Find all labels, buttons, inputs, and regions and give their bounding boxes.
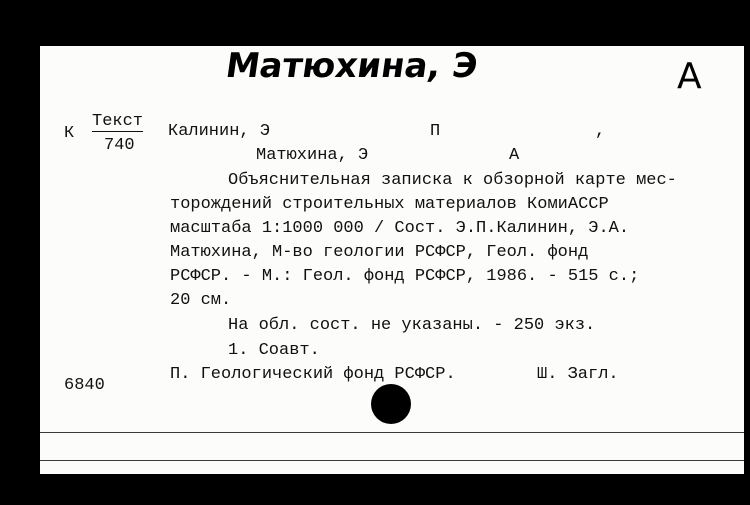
author-comma: ,	[595, 122, 606, 141]
handwritten-letter: А	[677, 56, 702, 97]
tracing-fund: П. Геологический фонд РСФСР.	[170, 365, 456, 384]
card-rule	[40, 432, 744, 433]
coauthor-name: Матюхина, Э	[256, 146, 369, 165]
inventory-number: 6840	[64, 376, 105, 395]
shelf-prefix: К	[64, 124, 75, 143]
body-line: масштаба 1:1000 000 / Сост. Э.П.Калинин, Э.А.	[170, 219, 630, 238]
author-initial: П	[430, 122, 441, 141]
tracing-coauthor: 1. Соавт.	[228, 341, 320, 360]
handwritten-author-name: Матюхина, Э	[223, 46, 481, 86]
body-line: 20 см.	[170, 291, 232, 310]
tracing-title: Ш. Загл.	[537, 365, 619, 384]
body-line: торождений строительных материалов КомиАССР	[170, 195, 609, 214]
body-line: Объяснительная записка к обзорной карте мес-	[228, 171, 677, 190]
coauthor-initial: А	[509, 146, 520, 165]
author-name: Калинин, Э	[168, 122, 271, 141]
punch-hole	[371, 384, 411, 424]
shelf-number: 740	[104, 136, 135, 155]
body-line: РСФСР. - М.: Геол. фонд РСФСР, 1986. - 515 с.;	[170, 267, 640, 286]
card-rule	[40, 460, 744, 461]
note-line: На обл. сост. не указаны. - 250 экз.	[228, 316, 596, 335]
body-line: Матюхина, М-во геологии РСФСР, Геол. фонд	[170, 243, 589, 262]
shelf-label: Текст	[92, 112, 144, 131]
